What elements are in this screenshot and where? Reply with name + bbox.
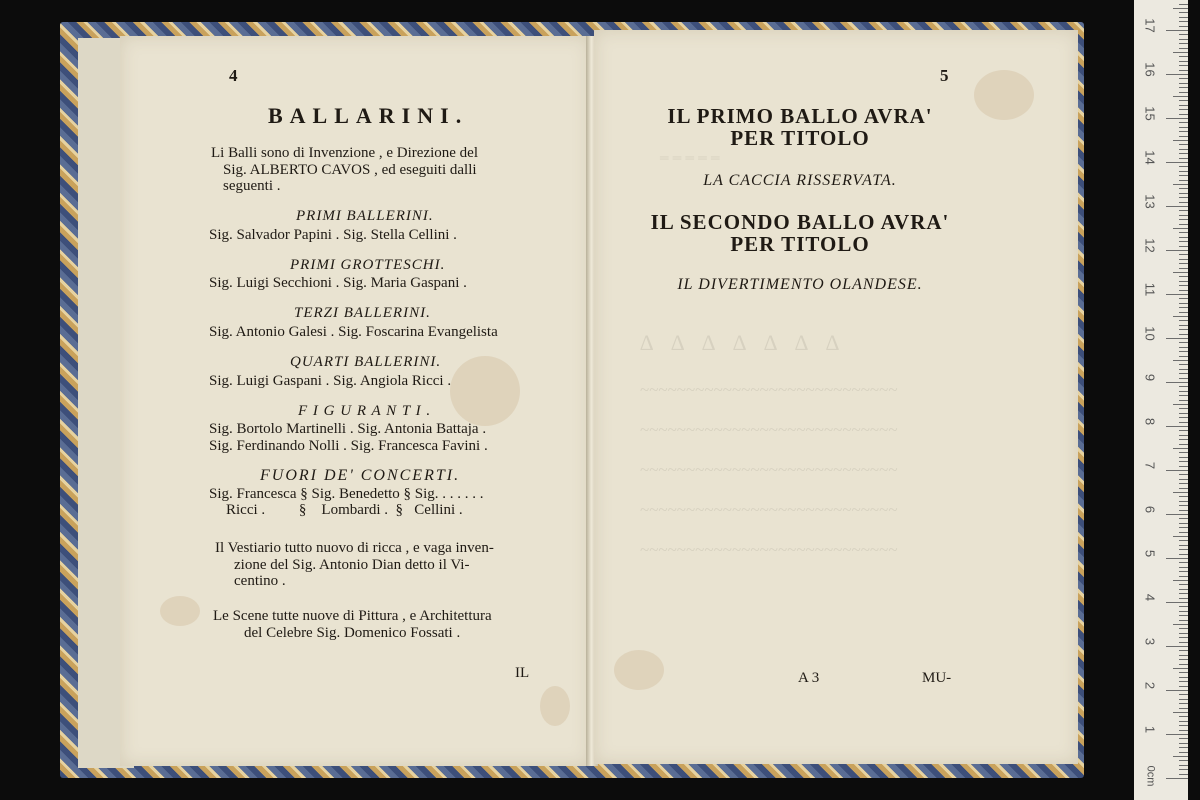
ruler-label: 16 <box>1142 62 1158 77</box>
cast-line: Sig. Salvador Papini . Sig. Stella Cellini . <box>209 227 457 243</box>
vestiario-line: zione del Sig. Antonio Dian detto il Vi- <box>234 557 470 573</box>
ruler-tick <box>1179 650 1188 651</box>
ruler-tick <box>1173 184 1188 185</box>
bleed-through: ‗ ‗ ‗ ‗ ‗ <box>660 140 720 159</box>
ruler-tick <box>1179 532 1188 533</box>
ruler-tick <box>1179 378 1188 379</box>
ruler-label: 7 <box>1142 461 1158 470</box>
ruler-label: 17 <box>1142 18 1158 33</box>
vestiario-line: Il Vestiario tutto nuovo di ricca , e vaga inven- <box>215 540 494 556</box>
ruler-tick <box>1179 765 1188 766</box>
ruler-tick <box>1179 21 1188 22</box>
ruler-tick <box>1179 466 1188 467</box>
ruler-unit: 0cm <box>1144 765 1157 787</box>
ruler-tick <box>1173 580 1188 581</box>
ruler-tick <box>1179 716 1188 717</box>
ruler-tick <box>1166 118 1188 119</box>
ruler-tick <box>1179 527 1188 528</box>
ruler-tick <box>1166 558 1188 559</box>
bleed-through: ~~~~~~~~~~~~~~~~~~~~~~~~~~~~ <box>640 500 898 519</box>
ruler-tick <box>1179 540 1188 541</box>
ballo-heading: PER TITOLO <box>730 232 870 256</box>
catchword: MU- <box>922 670 952 686</box>
ruler-tick <box>1179 681 1188 682</box>
ruler-tick <box>1179 422 1188 423</box>
intro-line: Sig. ALBERTO CAVOS , ed eseguiti dalli <box>223 162 477 178</box>
ruler-tick <box>1166 206 1188 207</box>
ruler-tick <box>1179 774 1188 775</box>
ruler-tick <box>1179 523 1188 524</box>
bleed-through: ~~~~~~~~~~~~~~~~~~~~~~~~~~~~ <box>640 460 898 479</box>
ruler-tick <box>1179 100 1188 101</box>
ruler-tick <box>1179 136 1188 137</box>
ruler-tick <box>1179 699 1188 700</box>
ruler-tick <box>1173 668 1188 669</box>
ruler-tick <box>1179 307 1188 308</box>
ruler-tick <box>1179 611 1188 612</box>
ruler-tick <box>1179 171 1188 172</box>
ruler-tick <box>1166 514 1188 515</box>
ruler-tick <box>1179 444 1188 445</box>
ruler-label: 6 <box>1142 505 1158 514</box>
ruler-tick <box>1179 259 1188 260</box>
ruler-tick <box>1179 329 1188 330</box>
section-title: F I G U R A N T I . <box>298 403 432 419</box>
ruler-tick <box>1179 584 1188 585</box>
ruler-tick <box>1179 12 1188 13</box>
ruler-tick <box>1179 435 1188 436</box>
section-title: TERZI BALLERINI. <box>294 305 431 321</box>
ruler-tick <box>1179 589 1188 590</box>
ruler-tick <box>1179 395 1188 396</box>
ruler-tick <box>1179 312 1188 313</box>
ruler-tick <box>1166 778 1188 779</box>
bleed-through: ~~~~~~~~~~~~~~~~~~~~~~~~~~~~ <box>640 540 898 559</box>
ruler-tick <box>1179 232 1188 233</box>
ruler-tick <box>1166 426 1188 427</box>
ruler-tick <box>1179 356 1188 357</box>
ruler-tick <box>1179 4 1188 5</box>
ruler-tick <box>1179 369 1188 370</box>
ruler-tick <box>1179 505 1188 506</box>
ruler-tick <box>1166 690 1188 691</box>
ruler-tick <box>1179 571 1188 572</box>
signature-mark: A 3 <box>798 670 820 686</box>
ruler-tick <box>1179 268 1188 269</box>
ruler-tick <box>1179 281 1188 282</box>
ruler-tick <box>1179 606 1188 607</box>
ruler-tick <box>1173 492 1188 493</box>
ruler-tick <box>1179 180 1188 181</box>
cast-line: Sig. Luigi Secchioni . Sig. Maria Gaspani . <box>209 275 467 291</box>
ruler-tick <box>1179 166 1188 167</box>
ruler-tick <box>1173 228 1188 229</box>
ruler-tick <box>1179 215 1188 216</box>
ruler-tick <box>1179 109 1188 110</box>
ruler-tick <box>1179 391 1188 392</box>
ruler-tick <box>1173 448 1188 449</box>
ruler-tick <box>1179 254 1188 255</box>
ruler-tick <box>1179 347 1188 348</box>
ruler-label: 14 <box>1142 150 1158 165</box>
ruler-tick <box>1179 576 1188 577</box>
ruler-tick <box>1166 602 1188 603</box>
intro-line: Li Balli sono di Invenzione , e Direzione del <box>211 145 479 161</box>
ruler-tick <box>1179 703 1188 704</box>
ruler-tick <box>1179 144 1188 145</box>
ruler-tick <box>1179 549 1188 550</box>
ruler-label: 4 <box>1142 593 1158 602</box>
ruler-tick <box>1179 752 1188 753</box>
ruler-tick <box>1179 65 1188 66</box>
ruler-tick <box>1179 285 1188 286</box>
cast-line: Sig. Ferdinando Nolli . Sig. Francesca Favini . <box>209 438 488 454</box>
ruler-tick <box>1179 562 1188 563</box>
ruler-tick <box>1173 96 1188 97</box>
section-title: QUARTI BALLERINI. <box>290 354 442 370</box>
ruler-tick <box>1173 140 1188 141</box>
ruler-tick <box>1179 518 1188 519</box>
cast-line: Sig. Francesca § Sig. Benedetto § Sig. . . . . . . <box>209 486 484 502</box>
ruler-tick <box>1179 452 1188 453</box>
ruler-tick <box>1179 193 1188 194</box>
ruler-tick <box>1173 316 1188 317</box>
ruler-tick <box>1179 659 1188 660</box>
ruler-tick <box>1179 48 1188 49</box>
ruler-tick <box>1179 474 1188 475</box>
ruler-tick <box>1179 760 1188 761</box>
ruler-tick <box>1179 593 1188 594</box>
ruler-tick <box>1179 153 1188 154</box>
intro-line: seguenti . <box>223 178 281 194</box>
ruler-tick <box>1179 457 1188 458</box>
ruler-tick <box>1179 39 1188 40</box>
ruler-tick <box>1179 303 1188 304</box>
ruler-tick <box>1179 655 1188 656</box>
ruler-tick <box>1179 342 1188 343</box>
scene-line: del Celebre Sig. Domenico Fossati . <box>244 625 461 641</box>
ruler-tick <box>1179 210 1188 211</box>
ruler-tick <box>1166 382 1188 383</box>
ruler-tick <box>1166 646 1188 647</box>
ruler-tick <box>1179 175 1188 176</box>
ruler-label: 9 <box>1142 373 1158 382</box>
ruler-tick <box>1179 188 1188 189</box>
ruler-tick <box>1173 272 1188 273</box>
ruler-tick <box>1179 78 1188 79</box>
ruler-tick <box>1166 162 1188 163</box>
ruler-tick <box>1179 413 1188 414</box>
ruler-tick <box>1179 567 1188 568</box>
bleed-through: ~~~~~~~~~~~~~~~~~~~~~~~~~~~~ <box>640 420 898 439</box>
ballo-heading: IL PRIMO BALLO AVRA' <box>667 104 933 128</box>
ruler-tick <box>1166 470 1188 471</box>
cast-line: Sig. Bortolo Martinelli . Sig. Antonia Battaja . <box>209 421 487 437</box>
cast-line: Sig. Luigi Gaspani . Sig. Angiola Ricci . <box>209 373 452 389</box>
page-number: 5 <box>940 66 949 85</box>
ruler-tick <box>1166 250 1188 251</box>
ruler-tick <box>1179 61 1188 62</box>
ruler-tick <box>1179 730 1188 731</box>
ruler-tick <box>1179 149 1188 150</box>
page-heading: BALLARINI. <box>268 103 469 128</box>
ruler-tick <box>1179 738 1188 739</box>
cast-line: Ricci . § Lombardi . § Cellini . <box>226 502 463 518</box>
ruler-tick <box>1173 712 1188 713</box>
ruler-tick <box>1173 8 1188 9</box>
ruler-tick <box>1166 74 1188 75</box>
ruler-tick <box>1179 743 1188 744</box>
ruler-label: 2 <box>1142 681 1158 690</box>
ballo-title: LA CACCIA RISSERVATA. <box>703 172 897 189</box>
ruler-tick <box>1179 554 1188 555</box>
ruler-tick <box>1179 430 1188 431</box>
ruler-tick <box>1179 598 1188 599</box>
ruler-tick <box>1179 461 1188 462</box>
ruler-tick <box>1179 510 1188 511</box>
ruler-tick <box>1179 320 1188 321</box>
ruler-tick <box>1173 52 1188 53</box>
ruler-tick <box>1179 114 1188 115</box>
ruler-tick <box>1179 290 1188 291</box>
ruler-tick <box>1179 677 1188 678</box>
ruler-tick <box>1179 628 1188 629</box>
ruler-tick <box>1179 34 1188 35</box>
ruler-tick <box>1179 241 1188 242</box>
section-title: PRIMI GROTTESCHI. <box>290 257 446 273</box>
ruler-tick <box>1179 325 1188 326</box>
ruler-tick <box>1179 276 1188 277</box>
measurement-ruler <box>1134 0 1188 800</box>
ruler-label: 13 <box>1142 194 1158 209</box>
ruler-tick <box>1179 386 1188 387</box>
ruler-tick <box>1173 360 1188 361</box>
catchword: IL <box>515 665 530 681</box>
ruler-tick <box>1166 338 1188 339</box>
ruler-tick <box>1179 83 1188 84</box>
ruler-tick <box>1179 131 1188 132</box>
ruler-tick <box>1179 224 1188 225</box>
ruler-tick <box>1179 237 1188 238</box>
ruler-tick <box>1179 26 1188 27</box>
ruler-tick <box>1173 624 1188 625</box>
ruler-tick <box>1179 439 1188 440</box>
ballo-heading: IL SECONDO BALLO AVRA' <box>650 210 950 234</box>
ruler-tick <box>1179 496 1188 497</box>
ruler-tick <box>1179 122 1188 123</box>
ruler-tick <box>1179 633 1188 634</box>
ballo-title: IL DIVERTIMENTO OLANDESE. <box>677 276 923 293</box>
ruler-label: 5 <box>1142 549 1158 558</box>
ruler-tick <box>1179 334 1188 335</box>
ruler-tick <box>1179 105 1188 106</box>
ruler-tick <box>1179 620 1188 621</box>
ruler-tick <box>1179 747 1188 748</box>
section-title: PRIMI BALLERINI. <box>296 208 434 224</box>
ruler-tick <box>1179 197 1188 198</box>
ruler-tick <box>1179 642 1188 643</box>
ruler-label: 15 <box>1142 106 1158 121</box>
bleed-through: ~~~~~~~~~~~~~~~~~~~~~~~~~~~~ <box>640 380 898 399</box>
ruler-tick <box>1179 725 1188 726</box>
ruler-tick <box>1179 483 1188 484</box>
bleed-through: ∆ ∆ ∆ ∆ ∆ ∆ ∆ <box>640 330 846 355</box>
ruler-tick <box>1179 351 1188 352</box>
ruler-tick <box>1179 545 1188 546</box>
ruler-tick <box>1179 615 1188 616</box>
ruler-tick <box>1179 43 1188 44</box>
ruler-tick <box>1173 536 1188 537</box>
ruler-tick <box>1179 202 1188 203</box>
ruler-tick <box>1179 408 1188 409</box>
ruler-tick <box>1179 263 1188 264</box>
ruler-tick <box>1179 87 1188 88</box>
ruler-tick <box>1179 400 1188 401</box>
ruler-tick <box>1179 664 1188 665</box>
ruler-tick <box>1179 364 1188 365</box>
ruler-tick <box>1179 501 1188 502</box>
ruler-tick <box>1179 373 1188 374</box>
cast-line: Sig. Antonio Galesi . Sig. Foscarina Evangelista <box>209 324 498 340</box>
ruler-tick <box>1179 158 1188 159</box>
ruler-tick <box>1166 30 1188 31</box>
ruler-label: 3 <box>1142 637 1158 646</box>
ruler-tick <box>1179 721 1188 722</box>
ruler-label: 12 <box>1142 238 1158 253</box>
ruler-tick <box>1166 294 1188 295</box>
ruler-tick <box>1179 488 1188 489</box>
ruler-label: 11 <box>1142 282 1158 297</box>
section-title: FUORI DE' CONCERTI. <box>260 467 461 484</box>
ruler-tick <box>1179 694 1188 695</box>
ruler-tick <box>1179 686 1188 687</box>
ruler-tick <box>1179 92 1188 93</box>
vestiario-line: centino . <box>234 573 286 589</box>
ruler-tick <box>1166 734 1188 735</box>
ruler-tick <box>1179 246 1188 247</box>
ruler-tick <box>1179 708 1188 709</box>
ruler-tick <box>1179 219 1188 220</box>
ruler-tick <box>1179 479 1188 480</box>
ruler-tick <box>1179 769 1188 770</box>
ruler-tick <box>1179 672 1188 673</box>
ruler-tick <box>1179 70 1188 71</box>
scene-line: Le Scene tutte nuove di Pittura , e Architettura <box>213 608 492 624</box>
ruler-tick <box>1179 637 1188 638</box>
ruler-tick <box>1173 756 1188 757</box>
page-number: 4 <box>229 66 238 85</box>
ruler-tick <box>1179 298 1188 299</box>
ruler-tick <box>1179 17 1188 18</box>
ruler-tick <box>1173 404 1188 405</box>
ballo-heading: PER TITOLO <box>730 126 870 150</box>
ruler-tick <box>1179 127 1188 128</box>
ruler-label: 1 <box>1142 725 1158 734</box>
ruler-label: 8 <box>1142 417 1158 426</box>
ruler-label: 10 <box>1142 326 1158 341</box>
ruler-tick <box>1179 417 1188 418</box>
ruler-tick <box>1179 56 1188 57</box>
